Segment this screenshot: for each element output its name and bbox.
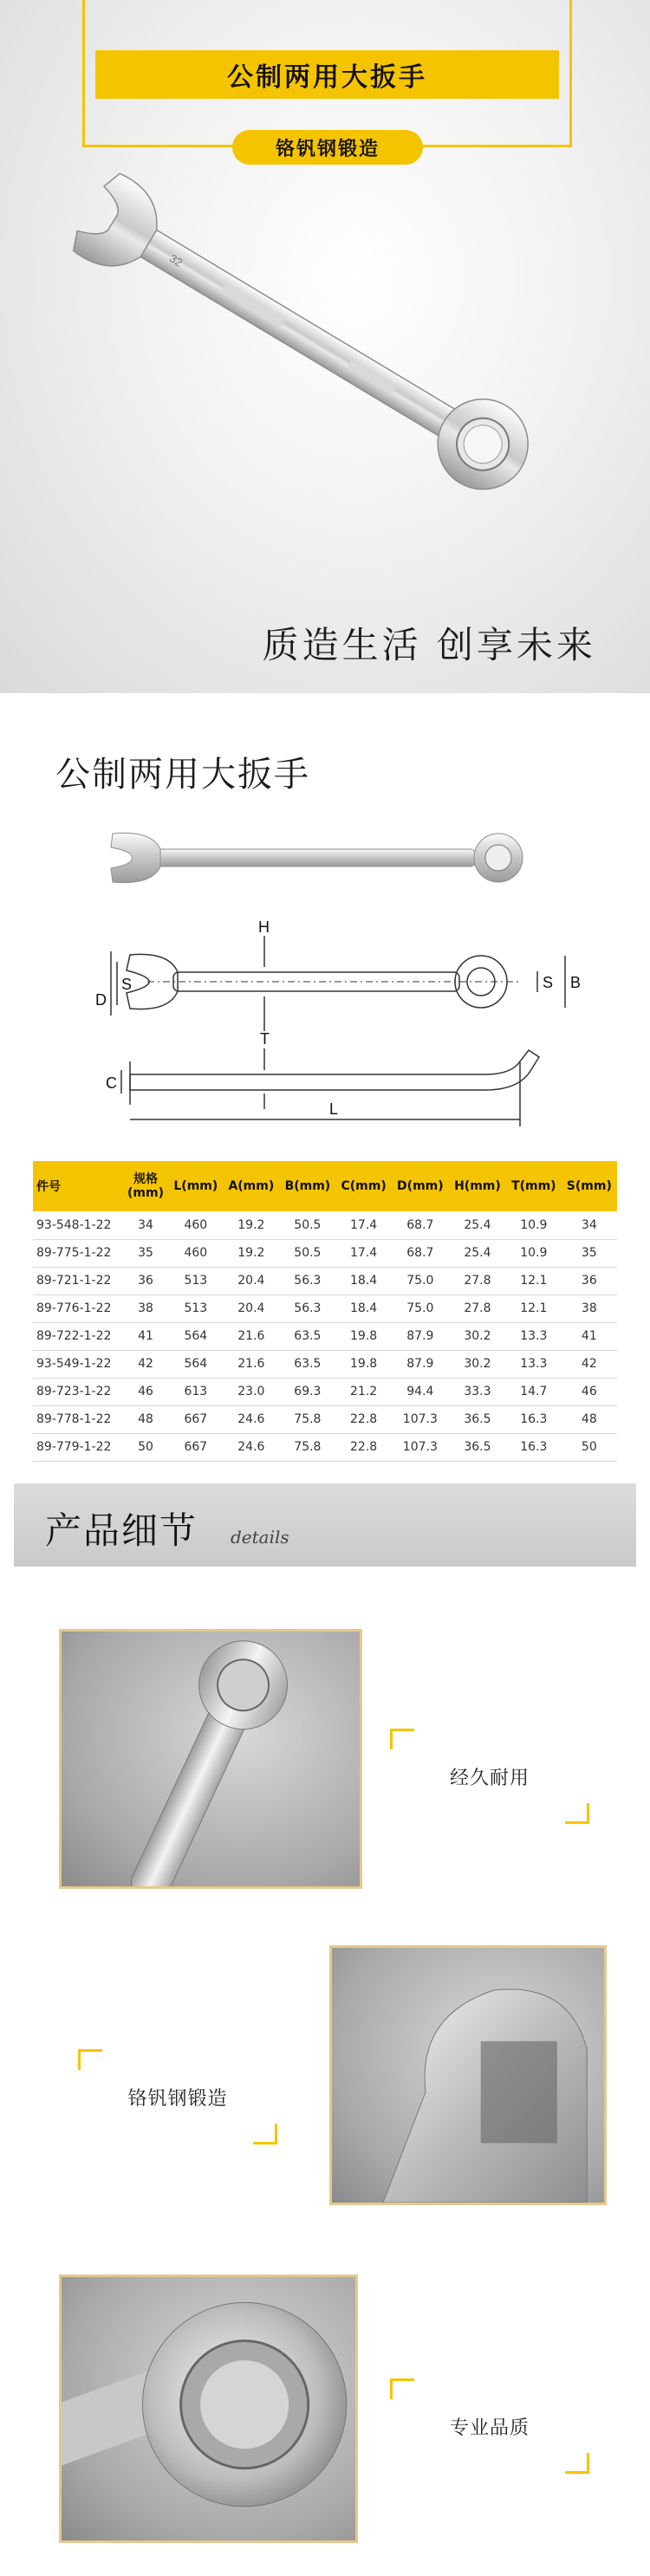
- table-cell: 19.2: [223, 1239, 279, 1267]
- table-cell: 38: [562, 1294, 617, 1322]
- table-cell: 89-722-1-22: [33, 1322, 123, 1350]
- spec-title: 公制两用大扳手: [55, 755, 310, 795]
- table-cell: 19.2: [223, 1211, 279, 1239]
- table-cell: 87.9: [392, 1322, 449, 1350]
- header-cell: H(mm): [449, 1161, 506, 1211]
- details-header: [14, 1483, 636, 1567]
- dim-label-d: D: [95, 991, 107, 1009]
- wrench-photo-small: [111, 833, 523, 882]
- table-row: [33, 1267, 617, 1294]
- table-cell: 23.0: [223, 1378, 279, 1405]
- table-cell: 107.3: [392, 1405, 449, 1433]
- header-cell: A(mm): [223, 1161, 279, 1211]
- header-cell: C(mm): [335, 1161, 391, 1211]
- table-cell: 21.6: [223, 1350, 279, 1378]
- table-cell: 69.3: [279, 1378, 335, 1405]
- wrench-marking: 32: [167, 251, 185, 269]
- table-cell: 46: [562, 1378, 617, 1405]
- table-cell: 17.4: [335, 1211, 391, 1239]
- table-cell: 21.6: [223, 1322, 279, 1350]
- table-cell: 93-549-1-22: [33, 1350, 123, 1378]
- table-cell: 50: [562, 1433, 617, 1461]
- dim-label-s-left: S: [121, 976, 133, 993]
- table-cell: 89-778-1-22: [33, 1405, 123, 1433]
- table-cell: 14.7: [506, 1378, 562, 1405]
- table-cell: 48: [123, 1405, 169, 1433]
- table-cell: 75.0: [392, 1267, 449, 1294]
- table-cell: 41: [562, 1322, 617, 1350]
- details-title: 产品细节: [45, 1509, 198, 1552]
- table-cell: 50.5: [279, 1211, 335, 1239]
- table-cell: 56.3: [279, 1294, 335, 1322]
- caption-corner: [565, 1803, 589, 1824]
- hero-slogan: 质造生活 创享未来: [262, 624, 596, 666]
- table-row: [33, 1322, 617, 1350]
- table-cell: 10.9: [506, 1211, 562, 1239]
- table-row: [33, 1239, 617, 1267]
- table-cell: 24.6: [223, 1405, 279, 1433]
- table-cell: 35: [123, 1239, 169, 1267]
- table-cell: 63.5: [279, 1350, 335, 1378]
- table-row: [33, 1378, 617, 1405]
- table-cell: 24.6: [223, 1433, 279, 1461]
- detail-photo-open-end: [329, 1945, 607, 2205]
- table-cell: 20.4: [223, 1294, 279, 1322]
- table-cell: 93-548-1-22: [33, 1211, 123, 1239]
- dim-label-h: H: [258, 918, 270, 936]
- table-cell: 63.5: [279, 1322, 335, 1350]
- table-cell: 89-776-1-22: [33, 1294, 123, 1322]
- spec-table: [33, 1161, 617, 1462]
- table-cell: 75.8: [279, 1405, 335, 1433]
- table-cell: 33.3: [449, 1378, 506, 1405]
- table-cell: 35: [562, 1239, 617, 1267]
- hero-subtitle-pill: [232, 130, 423, 165]
- hero-banner: [0, 0, 650, 693]
- table-cell: 12.1: [506, 1294, 562, 1322]
- caption-corner: [565, 2453, 589, 2474]
- table-cell: 13.3: [506, 1350, 562, 1378]
- dim-label-s-right: S: [543, 974, 554, 991]
- table-cell: 36: [123, 1267, 169, 1294]
- hero-title: 公制两用大扳手: [227, 62, 427, 93]
- detail-caption-durable: [390, 1729, 589, 1824]
- table-cell: 38: [123, 1294, 169, 1322]
- detail-caption-material: [78, 2049, 277, 2145]
- table-cell: 513: [168, 1267, 223, 1294]
- table-cell: 42: [562, 1350, 617, 1378]
- table-cell: 22.8: [335, 1405, 391, 1433]
- table-cell: 50.5: [279, 1239, 335, 1267]
- table-cell: 56.3: [279, 1267, 335, 1294]
- caption-text: 专业品质: [449, 2417, 530, 2439]
- table-cell: 34: [123, 1211, 169, 1239]
- table-cell: 25.4: [449, 1211, 506, 1239]
- table-cell: 68.7: [392, 1211, 449, 1239]
- table-cell: 75.8: [279, 1433, 335, 1461]
- dim-label-b: B: [570, 974, 582, 991]
- table-cell: 613: [168, 1378, 223, 1405]
- table-cell: 12.1: [506, 1267, 562, 1294]
- table-cell: 36: [562, 1267, 617, 1294]
- table-cell: 87.9: [392, 1350, 449, 1378]
- table-cell: 564: [168, 1350, 223, 1378]
- table-cell: 94.4: [392, 1378, 449, 1405]
- table-cell: 34: [562, 1211, 617, 1239]
- table-cell: 18.4: [335, 1294, 391, 1322]
- header-cell: T(mm): [506, 1161, 562, 1211]
- caption-text: 铬钒钢锻造: [127, 2088, 228, 2110]
- caption-corner: [390, 1729, 414, 1749]
- table-cell: 75.0: [392, 1294, 449, 1322]
- table-cell: 19.8: [335, 1350, 391, 1378]
- table-cell: 89-779-1-22: [33, 1433, 123, 1461]
- spec-table-header: [33, 1161, 617, 1211]
- table-row: [33, 1405, 617, 1433]
- caption-corner: [78, 2049, 102, 2070]
- dim-label-t: T: [260, 1030, 270, 1048]
- table-cell: 564: [168, 1322, 223, 1350]
- table-cell: 20.4: [223, 1267, 279, 1294]
- caption-text: 经久耐用: [449, 1768, 530, 1789]
- header-cell: S(mm): [562, 1161, 617, 1211]
- header-cell: 规格 (mm): [123, 1161, 169, 1211]
- table-cell: 460: [168, 1239, 223, 1267]
- hero-title-bar: [95, 50, 559, 99]
- table-cell: 17.4: [335, 1239, 391, 1267]
- header-cell: 件号: [33, 1161, 123, 1211]
- table-row: [33, 1433, 617, 1461]
- details-subtitle: details: [231, 1527, 289, 1548]
- table-cell: 68.7: [392, 1239, 449, 1267]
- hero-wrench-image: [52, 165, 624, 598]
- technical-drawings: [0, 814, 650, 1161]
- table-cell: 18.4: [335, 1267, 391, 1294]
- table-cell: 89-723-1-22: [33, 1378, 123, 1405]
- detail-photo-ring-handle: [59, 1629, 362, 1889]
- table-cell: 25.4: [449, 1239, 506, 1267]
- table-cell: 16.3: [506, 1405, 562, 1433]
- table-cell: 50: [123, 1433, 169, 1461]
- table-cell: 30.2: [449, 1350, 506, 1378]
- table-cell: 89-775-1-22: [33, 1239, 123, 1267]
- table-cell: 19.8: [335, 1322, 391, 1350]
- table-cell: 513: [168, 1294, 223, 1322]
- table-cell: 30.2: [449, 1322, 506, 1350]
- table-cell: 107.3: [392, 1433, 449, 1461]
- table-cell: 27.8: [449, 1294, 506, 1322]
- caption-corner: [390, 2378, 414, 2399]
- header-cell: L(mm): [168, 1161, 223, 1211]
- table-cell: 460: [168, 1211, 223, 1239]
- header-cell: D(mm): [392, 1161, 449, 1211]
- table-cell: 41: [123, 1322, 169, 1350]
- table-cell: 48: [562, 1405, 617, 1433]
- table-row: [33, 1294, 617, 1322]
- dim-label-l: L: [329, 1100, 339, 1118]
- header-cell: B(mm): [279, 1161, 335, 1211]
- front-view-drawing: [111, 936, 565, 1031]
- table-cell: 89-721-1-22: [33, 1267, 123, 1294]
- table-cell: 36.5: [449, 1433, 506, 1461]
- detail-caption-quality: [390, 2378, 589, 2474]
- table-cell: 21.2: [335, 1378, 391, 1405]
- table-cell: 667: [168, 1433, 223, 1461]
- table-cell: 10.9: [506, 1239, 562, 1267]
- table-cell: 46: [123, 1378, 169, 1405]
- table-cell: 36.5: [449, 1405, 506, 1433]
- dim-label-c: C: [106, 1074, 117, 1092]
- hero-subtitle: 铬钒钢锻造: [275, 138, 380, 160]
- detail-photo-ring-end: [59, 2274, 358, 2543]
- table-cell: 22.8: [335, 1433, 391, 1461]
- table-cell: 13.3: [506, 1322, 562, 1350]
- table-row: [33, 1211, 617, 1239]
- table-cell: 16.3: [506, 1433, 562, 1461]
- caption-corner: [253, 2124, 277, 2145]
- table-cell: 42: [123, 1350, 169, 1378]
- table-row: [33, 1350, 617, 1378]
- table-cell: 667: [168, 1405, 223, 1433]
- table-cell: 27.8: [449, 1267, 506, 1294]
